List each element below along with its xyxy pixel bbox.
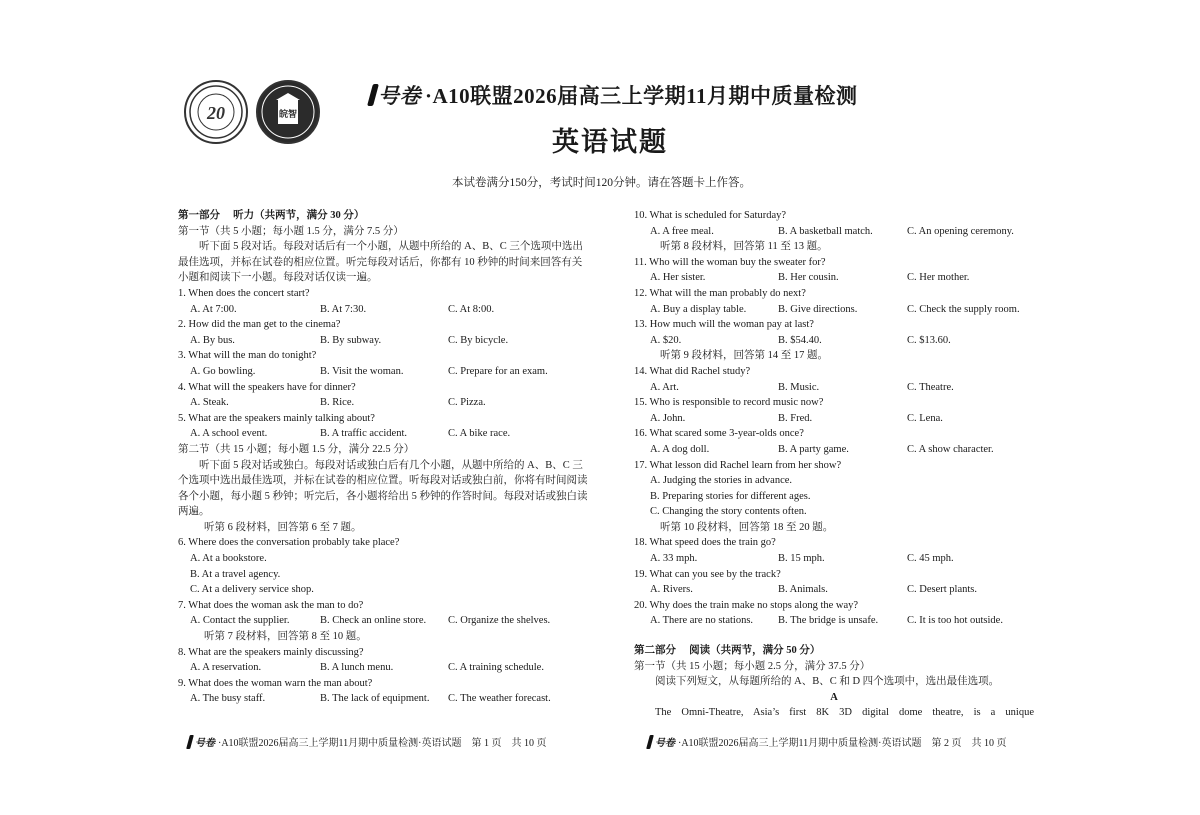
answer-option: C. Changing the story contents often.: [650, 506, 807, 518]
question-text: 2. How did the man get to the cinema?: [178, 319, 341, 331]
question-text: 4. What will the speakers have for dinner?: [178, 381, 356, 393]
material-note: 听第 8 段材料，回答第 11 至 13 题。: [660, 241, 828, 253]
section-heading: 第二部分 阅读（共两节，满分 50 分）: [634, 645, 821, 657]
answer-option: C. The weather forecast.: [448, 693, 551, 705]
answer-option: A. A reservation.: [190, 662, 262, 674]
question-text: 19. What can you see by the track?: [634, 568, 781, 580]
material-note: 听第 6 段材料，回答第 6 至 7 题。: [204, 521, 362, 533]
answer-option: C. A show character.: [907, 443, 994, 455]
answer-options: [634, 333, 1034, 349]
answer-option: B. Preparing stories for different ages.: [650, 490, 811, 502]
question-text: 20. Why does the train make no stops along the way?: [634, 599, 859, 611]
footer-brand-mark-icon: [186, 735, 194, 749]
answer-options: [178, 613, 588, 629]
answer-option: A. At a bookstore.: [190, 553, 267, 565]
answer-options: [634, 380, 1034, 396]
answer-option: C. Lena.: [907, 412, 943, 424]
answer-option: C. By bicycle.: [448, 334, 509, 346]
question-text: 3. What will the man do tonight?: [178, 350, 317, 362]
answer-option: A. Contact the supplier.: [190, 615, 290, 627]
exam-instruction: 本试卷满分150分，考试时间120分钟。请在答题卡上作答。: [452, 177, 751, 189]
material-note: 听第 9 段材料，回答第 14 至 17 题。: [660, 350, 828, 362]
answer-option: A. A school event.: [190, 428, 268, 440]
answer-option: B. A traffic accident.: [320, 428, 407, 440]
alliance-seal-icon: [188, 84, 244, 140]
answer-option: B. Check an online store.: [320, 615, 427, 627]
question-text: 5. What are the speakers mainly talking about?: [178, 412, 375, 424]
footer-brand: 号卷: [195, 738, 215, 749]
answer-options: [178, 364, 588, 380]
passage-label: A: [830, 691, 838, 703]
question-text: 17. What lesson did Rachel learn from her show?: [634, 459, 842, 471]
footer-brand: 号卷: [655, 738, 675, 749]
spacer: [634, 629, 1034, 643]
answer-options: [178, 660, 588, 676]
brand-name: 号卷: [378, 84, 421, 108]
answer-option: B. Animals.: [778, 584, 828, 596]
svg-text:20: 20: [207, 103, 225, 123]
logo-group: [184, 80, 320, 144]
answer-options: [178, 395, 588, 411]
education-logo: [256, 80, 320, 144]
answer-option: B. At a travel agency.: [190, 568, 281, 580]
question-text: 15. Who is responsible to record music now?: [634, 397, 824, 409]
answer-option: C. Organize the shelves.: [448, 615, 551, 627]
answer-options: [634, 613, 1034, 629]
answer-option: B. A lunch menu.: [320, 662, 394, 674]
answer-option: A. Judging the stories in advance.: [650, 475, 793, 487]
question-text: 16. What scared some 3-year-olds once?: [634, 428, 804, 440]
answer-options: [634, 442, 1034, 458]
answer-options: [178, 302, 588, 318]
question-text: 14. What did Rachel study?: [634, 365, 751, 377]
answer-option: C. It is too hot outside.: [907, 615, 1003, 627]
answer-option: B. Her cousin.: [778, 272, 839, 284]
answer-option: A. Steak.: [190, 397, 229, 409]
question-text: 18. What speed does the train go?: [634, 537, 776, 549]
answer-option: B. At 7:30.: [320, 303, 367, 315]
answer-option: A. By bus.: [190, 334, 235, 346]
directions-paragraph: 听下面 5 段对话或独白。每段对话或独白后有几个小题，从题中所给的 A、B、C 三个选项中选出最佳选项，并标在试卷的相应位置。听每段对话或独白前，你将有时间阅读各个小题，每小题 5 秒钟；听完后，各小题将给出 5 秒钟的作答时间。每段对话或独白读两遍。: [178, 459, 588, 518]
question-text: 10. What is scheduled for Saturday?: [634, 210, 787, 221]
footer-page-info: ·A10联盟2026届高三上学期11月期中质量检测·英语试题 第 1 页 共 10 页: [218, 738, 547, 749]
directions-paragraph: 听下面 5 段对话。每段对话后有一个小题，从题中所给的 A、B、C 三个选项中选出最佳选项，并标在试卷的相应位置。听完每段对话后，你都有 10 秒钟的时间来回答有关小题和阅读下一小题。每段对话仅读一遍。: [178, 241, 583, 284]
answer-options: [634, 582, 1034, 598]
footer-page-info: ·A10联盟2026届高三上学期11月期中质量检测·英语试题 第 2 页 共 10 页: [678, 738, 1007, 749]
brand-logo: [370, 80, 421, 110]
answer-options: [634, 411, 1034, 427]
question-text: 第一节（共 15 小题；每小题 2.5 分，满分 37.5 分）: [634, 660, 871, 672]
answer-option: C. At 8:00.: [448, 303, 495, 315]
answer-option: B. Rice.: [320, 397, 355, 409]
answer-option: B. Music.: [778, 381, 820, 393]
education-seal-icon: [260, 84, 316, 140]
answer-option: A. A free meal.: [650, 225, 714, 237]
answer-options: [634, 224, 1034, 240]
answer-option: C. 45 mph.: [907, 553, 954, 565]
right-column: [634, 208, 1034, 721]
answer-option: C. An opening ceremony.: [907, 225, 1014, 237]
answer-option: C. At a delivery service shop.: [190, 584, 314, 596]
answer-option: B. The lack of equipment.: [320, 693, 430, 705]
footer-left: [188, 734, 547, 749]
answer-option: C. Theatre.: [907, 381, 954, 393]
passage-text: The Omni-Theatre, Asia’s first 8K 3D digital dome theatre, is a unique: [655, 707, 1034, 719]
answer-option: A. John.: [650, 412, 686, 424]
answer-option: A. Rivers.: [650, 584, 693, 596]
answer-option: A. Art.: [650, 381, 679, 393]
question-text: 1. When does the concert start?: [178, 287, 310, 299]
answer-option: C. $13.60.: [907, 334, 951, 346]
answer-option: B. A party game.: [778, 443, 849, 455]
left-column: [178, 208, 588, 707]
answer-option: B. 15 mph.: [778, 553, 825, 565]
answer-option: A. There are no stations.: [650, 615, 754, 627]
answer-options: [178, 691, 588, 707]
question-text: 13. How much will the woman pay at last?: [634, 319, 814, 331]
answer-option: B. The bridge is unsafe.: [778, 615, 879, 627]
question-text: 9. What does the woman warn the man about?: [178, 677, 373, 689]
answer-option: C. A bike race.: [448, 428, 511, 440]
answer-option: C. Check the supply room.: [907, 303, 1020, 315]
answer-option: A. A dog doll.: [650, 443, 710, 455]
answer-option: A. $20.: [650, 334, 682, 346]
answer-options: [178, 426, 588, 442]
answer-option: A. Buy a display table.: [650, 303, 747, 315]
footer-brand-mark-icon: [646, 735, 654, 749]
answer-options: [178, 333, 588, 349]
answer-option: A. Her sister.: [650, 272, 706, 284]
answer-option: A. 33 mph.: [650, 553, 698, 565]
answer-option: C. Prepare for an exam.: [448, 365, 548, 377]
question-text: 8. What are the speakers mainly discussing?: [178, 646, 364, 658]
material-note: 听第 10 段材料，回答第 18 至 20 题。: [660, 521, 834, 533]
answer-option: A. At 7:00.: [190, 303, 237, 315]
exam-title: ·A10联盟2026届高三上学期11月期中质量检测: [425, 84, 858, 108]
answer-option: C. Pizza.: [448, 397, 486, 409]
answer-option: B. A basketball match.: [778, 225, 873, 237]
question-text: 11. Who will the woman buy the sweater for?: [634, 256, 826, 268]
svg-text:皖智: 皖智: [278, 110, 298, 120]
answer-option: B. Fred.: [778, 412, 813, 424]
answer-options: [634, 551, 1034, 567]
answer-option: B. By subway.: [320, 334, 382, 346]
answer-option: A. The busy staff.: [190, 693, 266, 705]
question-text: 7. What does the woman ask the man to do?: [178, 599, 364, 611]
answer-options: [634, 270, 1034, 286]
answer-option: C. Desert plants.: [907, 584, 977, 596]
directions-paragraph: 阅读下列短文，从每题所给的 A、B、C 和 D 四个选项中，选出最佳选项。: [655, 676, 1000, 688]
subject-title: 英语试题: [552, 127, 668, 157]
material-note: 听第 7 段材料，回答第 8 至 10 题。: [204, 631, 367, 643]
answer-option: B. Give directions.: [778, 303, 858, 315]
answer-option: B. $54.40.: [778, 334, 822, 346]
exam-header: [370, 80, 858, 110]
question-text: 第二节（共 15 小题；每小题 1.5 分，满分 22.5 分）: [178, 443, 415, 455]
footer-right: [648, 734, 1007, 749]
answer-option: B. Visit the woman.: [320, 365, 404, 377]
answer-option: A. Go bowling.: [190, 365, 256, 377]
answer-option: C. Her mother.: [907, 272, 970, 284]
section-heading: 第一部分 听力（共两节，满分 30 分）: [178, 210, 365, 221]
alliance-logo: [184, 80, 248, 144]
question-text: 第一节（共 5 小题；每小题 1.5 分，满分 7.5 分）: [178, 225, 404, 237]
answer-option: C. A training schedule.: [448, 662, 544, 674]
question-text: 6. Where does the conversation probably take place?: [178, 537, 400, 549]
answer-options: [634, 302, 1034, 318]
question-text: 12. What will the man probably do next?: [634, 287, 806, 299]
